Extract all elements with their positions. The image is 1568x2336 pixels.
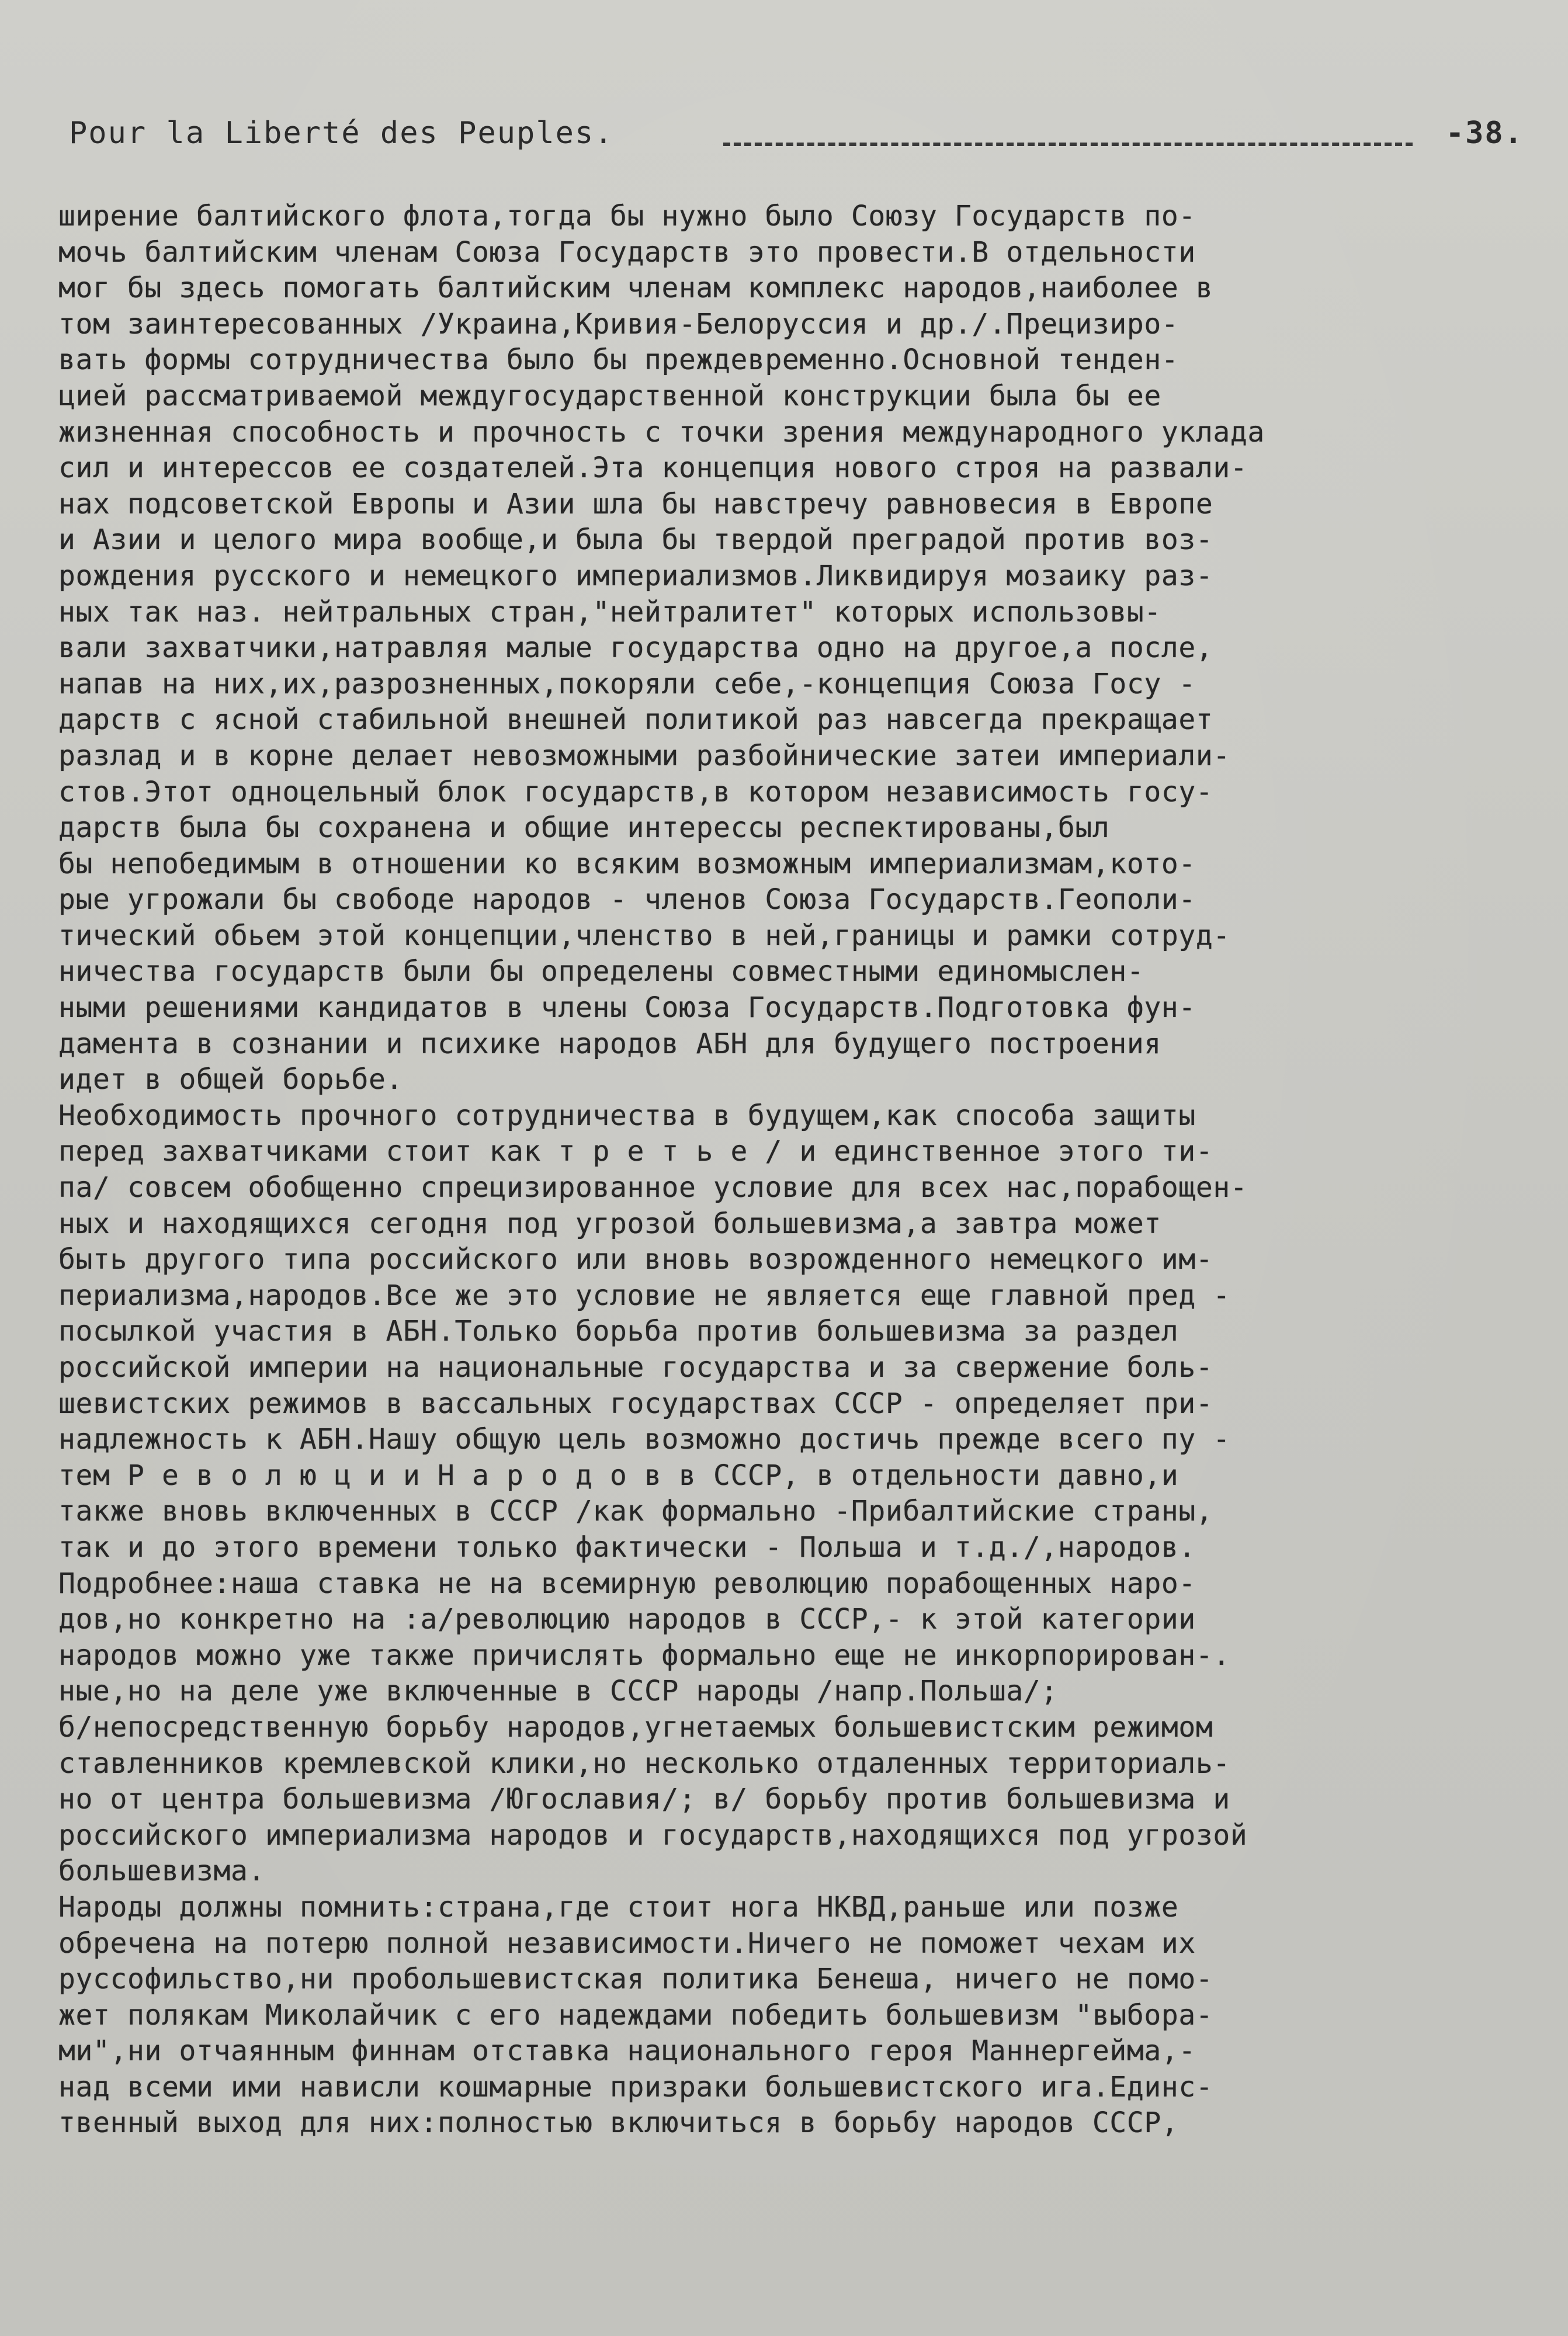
text-line: дов,но конкретно на :а/революцию народов в СССР,- к этой категории (58, 1603, 1196, 1636)
text-line: мог бы здесь помогать балтийским членам комплекс народов,наиболее в (58, 272, 1213, 305)
page-number: -38. (1445, 116, 1524, 151)
text-line: народов можно уже также причислять формально еще не инкорпорирован-. (58, 1639, 1230, 1672)
text-line: ных и находящихся сегодня под угрозой большевизма,а завтра может (58, 1207, 1161, 1240)
text-line: напав на них,их,разрозненных,покоряли себе,-концепция Союза Госу - (58, 667, 1196, 700)
text-line: над всеми ими нависли кошмарные призраки большевистского ига.Единс- (58, 2070, 1213, 2104)
text-line: вать формы сотрудничества было бы преждевременно.Основной тенден- (58, 343, 1179, 377)
text-line: периализма,народов.Все же это условие не является еще главной пред - (58, 1279, 1230, 1312)
text-line: посылкой участия в АБН.Только борьба против большевизма за раздел (58, 1315, 1179, 1348)
text-line: быть другого типа российского или вновь возрожденного немецкого им- (58, 1243, 1213, 1276)
text-line: идет в общей борьбе. (58, 1063, 403, 1096)
text-line: тем Р е в о л ю ц и и Н а р о д о в в СССР, в отдельности давно,и (58, 1459, 1179, 1492)
header-title: Pour la Liberté des Peuples. (69, 116, 614, 151)
text-line: и Азии и целого мира вообще,и была бы твердой преградой против воз- (58, 523, 1213, 557)
text-line: руссофильство,ни пробольшевистская политика Бенеша, ничего не помо- (58, 1963, 1213, 1996)
text-line: ных так наз. нейтральных стран,"нейтралитет" которых использовы- (58, 595, 1161, 629)
text-line: стов.Этот одноцельный блок государств,в котором независимость госу- (58, 775, 1213, 808)
text-line: надлежность к АБН.Нашу общую цель возможно достичь прежде всего пу - (58, 1423, 1230, 1456)
text-line: мочь балтийским членам Союза Государств это провести.В отдельности (58, 235, 1196, 269)
text-line: ширение балтийского флота,тогда бы нужно было Союзу Государств по- (58, 200, 1196, 232)
text-line: перед захватчиками стоит как т р е т ь е / и единственное этого ти- (58, 1135, 1213, 1168)
text-line: так и до этого времени только фактически - Польша и т.д./,народов. (58, 1530, 1196, 1564)
text-line: бы непобедимым в отношении ко всяким возможным империализмам,кото- (58, 847, 1196, 880)
text-line: цией рассматриваемой междугосударственной конструкции была бы ее (58, 379, 1161, 412)
text-line: рождения русского и немецкого империализмов.Ликвидируя мозаику раз- (58, 559, 1213, 592)
text-line: дарств с ясной стабильной внешней политикой раз навсегда прекращает (58, 703, 1213, 737)
text-line: ными решениями кандидатов в члены Союза Государств.Подготовка фун- (58, 991, 1196, 1025)
text-line: ные,но на деле уже включенные в СССР народы /напр.Польша/; (58, 1675, 1058, 1708)
text-line: дарств была бы сохранена и общие интерессы респектированы,был (58, 811, 1110, 845)
text-line: дамента в сознании и психике народов АБН для будущего построения (58, 1027, 1161, 1060)
text-line: вали захватчики,натравляя малые государства одно на другое,а после, (58, 631, 1213, 665)
text-line: ставленников кремлевской клики,но несколько отдаленных территориаль- (58, 1747, 1230, 1780)
text-line: сил и интерессов ее создателей.Эта концепция нового строя на развали- (58, 452, 1248, 485)
text-line: ми",ни отчаянным финнам отставка национального героя Маннергейма,- (58, 2035, 1196, 2068)
text-line: ничества государств были бы определены совместными единомыслен- (58, 955, 1144, 988)
typewritten-body (58, 199, 1536, 2141)
header-dashed-rule (723, 143, 1413, 146)
text-line: шевистских режимов в вассальных государствах СССР - определяет при- (58, 1387, 1213, 1420)
text-line: разлад и в корне делает невозможными разбойнические затеи империали- (58, 739, 1230, 772)
text-line: па/ совсем обобщенно спрецизированное условие для всех нас,порабощен- (58, 1171, 1248, 1205)
text-line: Необходимость прочного сотрудничества в будущем,как способа защиты (58, 1099, 1196, 1132)
page-header (69, 110, 1524, 157)
text-line: но от центра большевизма /Югославия/; в/ борьбу против большевизма и (58, 1783, 1230, 1816)
text-line: российского империализма народов и государств,находящихся под угрозой (58, 1818, 1248, 1852)
text-line: Народы должны помнить:страна,где стоит нога НКВД,раньше или позже (58, 1890, 1179, 1924)
text-line: нах подсоветской Европы и Азии шла бы навстречу равновесия в Европе (58, 487, 1213, 520)
text-line: твенный выход для них:полностью включиться в борьбу народов СССР, (58, 2106, 1179, 2140)
text-line: тический обьем этой концепции,членство в ней,границы и рамки сотруд- (58, 919, 1230, 952)
text-line: Подробнее:наша ставка не на всемирную революцию порабощенных наро- (58, 1567, 1196, 1600)
text-line: также вновь включенных в СССР /как формально -Прибалтийские страны, (58, 1495, 1213, 1528)
text-line: обречена на потерю полной независимости.Ничего не поможет чехам их (58, 1927, 1196, 1960)
text-line: жет полякам Миколайчик с его надеждами победить большевизм "выбора- (58, 1998, 1213, 2032)
text-line: жизненная способность и прочность с точки зрения международного уклада (58, 415, 1265, 449)
text-line: б/непосредственную борьбу народов,угнетаемых большевистским режимом (58, 1710, 1213, 1744)
text-line: большевизма. (58, 1855, 265, 1888)
text-line: российской империи на национальные государства и за свержение боль- (58, 1351, 1213, 1384)
text-line: том заинтересованных /Украина,Кривия-Белоруссия и др./.Прецизиро- (58, 307, 1179, 341)
text-line: рые угрожали бы свободе народов - членов Союза Государств.Геополи- (58, 883, 1196, 917)
